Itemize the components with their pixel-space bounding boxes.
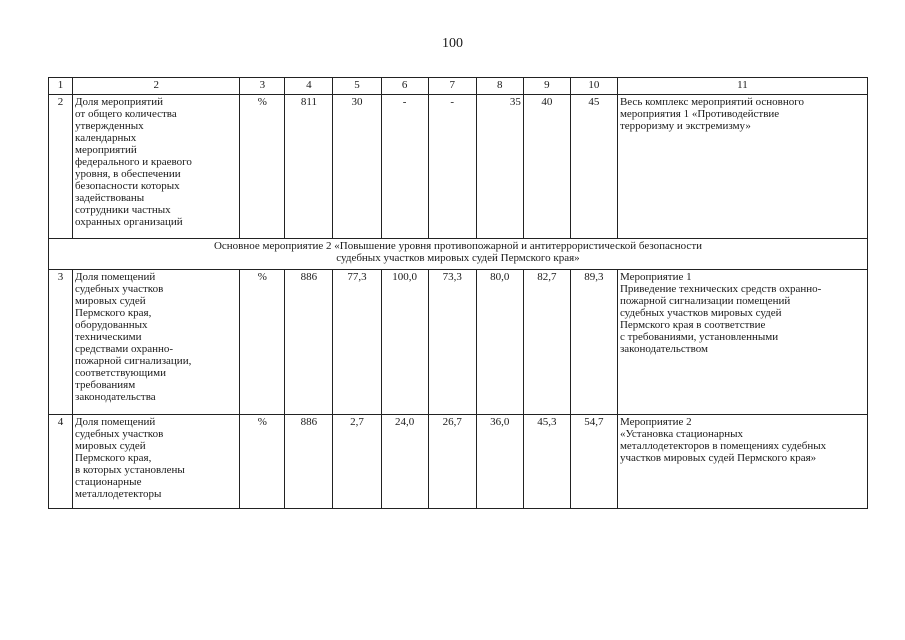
header-cell: 2 (73, 78, 240, 95)
note-text: Мероприятие 1 Приведение технических средств охранно- пожарной сигнализации помещений судебных участков мировых судей Пермского края в соответствие с требованиями, установленными законодательством (619, 271, 822, 355)
value-cell: 40 (523, 95, 570, 239)
value-cell: 26,7 (428, 415, 476, 509)
table-row (49, 270, 868, 415)
value-cell: 811 (285, 95, 333, 239)
header-cell: 10 (570, 78, 617, 95)
indicator-text: Доля помещений судебных участков мировых судей Пермского края, в которых установлены стационарные металлодетекторы (75, 416, 185, 500)
note-text: Весь комплекс мероприятий основного мероприятия 1 «Противодействие терроризму и экстремизму» (619, 96, 804, 132)
header-cell: 11 (617, 78, 867, 95)
value-cell: 77,3 (333, 270, 381, 415)
unit-cell: % (240, 415, 285, 509)
unit-cell: % (240, 95, 285, 239)
note-cell (617, 415, 867, 509)
table-row (49, 95, 868, 239)
value-cell: 73,3 (428, 270, 476, 415)
row-number: 4 (49, 415, 73, 509)
indicator-cell (73, 415, 240, 509)
table-row (49, 415, 868, 509)
table-header-row (49, 78, 868, 95)
value-cell: 89,3 (570, 270, 617, 415)
header-cell: 9 (523, 78, 570, 95)
value-cell: 45,3 (523, 415, 570, 509)
header-cell: 4 (285, 78, 333, 95)
value-cell: 30 (333, 95, 381, 239)
value-cell: - (428, 95, 476, 239)
header-cell: 8 (476, 78, 523, 95)
indicators-table (48, 77, 868, 509)
section-heading-text: Основное мероприятие 2 «Повышение уровня противопожарной и антитеррористической безопасности судебных участков мировых судей Пермского края» (213, 240, 703, 264)
indicator-text: Доля помещений судебных участков мировых судей Пермского края, оборудованных техническими средствами охранно- пожарной сигнализации, соответствующими требованиям законодательства (75, 271, 192, 403)
note-cell (617, 270, 867, 415)
header-cell: 3 (240, 78, 285, 95)
row-number: 2 (49, 95, 73, 239)
value-cell: 36,0 (476, 415, 523, 509)
header-cell: 1 (49, 78, 73, 95)
page-number: 100 (442, 36, 463, 51)
indicator-cell (73, 95, 240, 239)
section-heading (49, 239, 868, 270)
header-cell: 5 (333, 78, 381, 95)
value-cell: - (381, 95, 428, 239)
indicator-cell (73, 270, 240, 415)
value-cell: 886 (285, 415, 333, 509)
value-cell: 24,0 (381, 415, 428, 509)
note-cell (617, 95, 867, 239)
section-heading-row (49, 239, 868, 270)
value-cell: 80,0 (476, 270, 523, 415)
value-cell: 35 (476, 95, 523, 239)
header-cell: 7 (428, 78, 476, 95)
row-number: 3 (49, 270, 73, 415)
value-cell: 82,7 (523, 270, 570, 415)
value-cell: 886 (285, 270, 333, 415)
value-cell: 45 (570, 95, 617, 239)
header-cell: 6 (381, 78, 428, 95)
unit-cell: % (240, 270, 285, 415)
indicator-text: Доля мероприятий от общего количества утвержденных календарных мероприятий федерального и краевого уровня, в обеспечении безопасности которых задействованы сотрудники частных охранных организаций (75, 96, 192, 228)
value-cell: 2,7 (333, 415, 381, 509)
value-cell: 54,7 (570, 415, 617, 509)
value-cell: 100,0 (381, 270, 428, 415)
note-text: Мероприятие 2 «Установка стационарных металлодетекторов в помещениях судебных участков мировых судей Пермского края» (619, 416, 827, 464)
